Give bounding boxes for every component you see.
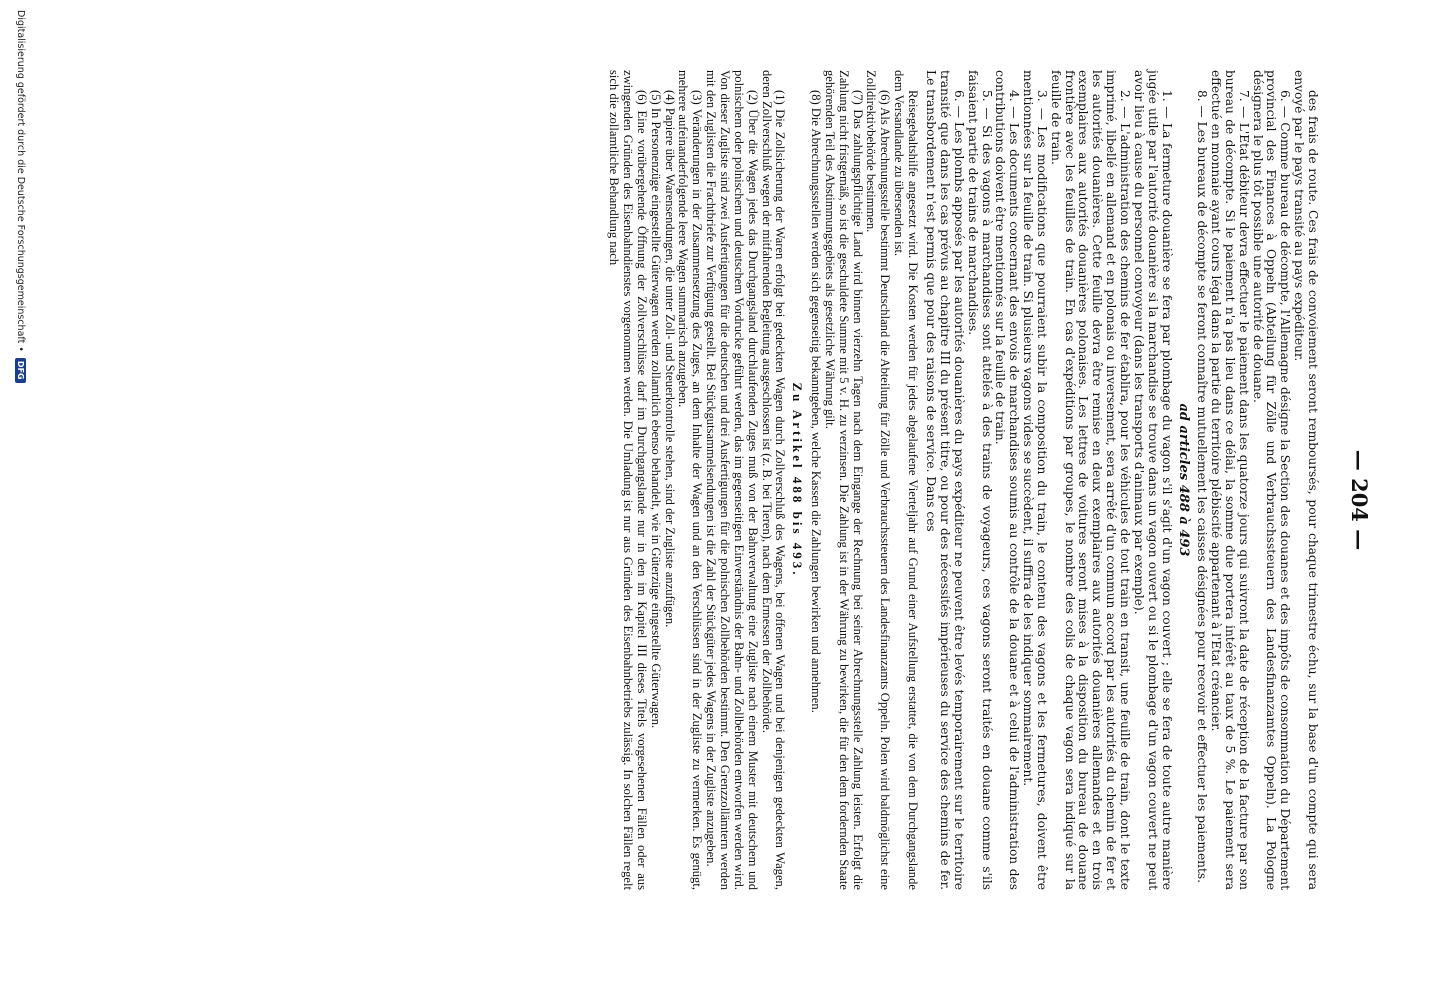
german-paragraph-9: (5) In Personenzüge eingestellte Güterwagen werden zollamtlich ebenso behandelt, wie in Güterzüge eingestellte Güterwagen. [648, 90, 663, 729]
german-paragraph-2: (6) Als Abrechnungsstelle bestimmt Deutschland die Abteilung für Zölle und Verbrauchssteuern des Landesfinanzamts Oppeln. Polen wird baldmöglichst eine Zolldirektivbehörde bestimmen. [864, 70, 893, 890]
french-paragraph-2: 6. — Comme bureau de décompte, l'Allemagne désigne la Section des douanes et des impôts de consommation du Département provincial des Finances à Oppeln (Abteilung für Zölle und Verbrauchssteuern des Landesfinanzamtes Oppeln). La Pologne désignera le plus tôt possible une autorité de douane. [1250, 70, 1293, 890]
french-paragraph-9: 5. — Si des vagons à marchandises sont attelés à des trains de voyageurs, ces vagons seront traités en douane comme s'ils faisaient partie de trains de marchandises. [965, 70, 994, 890]
german-paragraph-7: (3) Veränderungen in der Zusammensetzung des Zuges, an dem Inhalte der Wagen und an den Verschlüssen sind in der Zugliste zu vermerken. Es genügt, mehrere aufeinanderfolgende leere Wagen summarisch anzugeben. [676, 70, 705, 890]
german-paragraph-3: (7) Das zahlungspflichtige Land wird binnen vierzehn Tagen nach dem Eingange der Rechnung bei seiner Abrechnungsstelle Zahlung leisten. Erfolgt die Zahlung nicht fristgemäß, so ist die geschuldete Summe mit 5 v. H. zu verzinsen. Die Zahlung ist in der Währung zu bewirken, die für den dem fordernden Staate gehörenden Teil des Abstimmungsgebiets als gesetzliche Währung gilt. [822, 70, 865, 890]
german-paragraph-6: (2) Über die Wagen jedes das Durchgangsland durchlaufenden Zuges muß von der Bahnverwaltung eine Zugliste nach einem Muster mit deutschem und polnischem oder polnischem und deutschem Vordrucke geführt werden, das im gegenseitigen Einverständnis der Bahn- und Zollbehörden entworfen werden wird. Von dieser Zugliste sind zwei Ausfertigungen für die deutschen und drei Ausfertigungen für die polnischen Zollbehörden bestimmt. Den Grenzzollämtern werden mit den Zuglisten die Frachtbriefe zur Verfügung gestellt. Bei Stückgutsammelsendungen ist die Zahl der Stückgüter jedes Wagens in der Zugliste anzugeben. [704, 70, 760, 890]
french-section-heading: ad articles 488 à 493 [1176, 403, 1192, 557]
french-paragraph-4: 8. — Les bureaux de décompte se feront connaître mutuellement les caisses désignées pour recevoir et effectuer les paiements. [1195, 90, 1210, 884]
page-number: — 204 — [1347, 449, 1372, 551]
footer-text: Digitalisierung gefördert durch die Deutsche Forschungsgemeinschaft • [15, 10, 26, 352]
german-column [499, 70, 919, 890]
french-paragraph-6: 2. — L'administration des chemins de fer établira, pour les véhicules de tout train en transit, une feuille de train, dont le texte imprimé, libellé en allemand et en polonais ou inversement, sera arrêté d'un commun accord par les autorités du chemin de fer et les autorités douanières. Cette feuille devra être remise en deux exemplaires aux autorités douanières allemandes et en trois exemplaires aux autorités douanières polonaises. Les lettres de voitures seront mises à la disposition du bureau de douane frontière avec les feuilles de train. En cas d'expéditions par groupes, le nombre des colis de chaque vagon sera indiqué sur la feuille de train. [1048, 70, 1133, 890]
digitization-footer [15, 10, 26, 990]
french-paragraph-7: 3. — Les modifications que pourraient subir la composition du train, le contenu des vagons et les fermetures, doivent être mentionnées sur la feuille de train. Si plusieurs vagons vides se succèdent, il suffira de les indiquer sommairement. [1021, 70, 1049, 890]
french-paragraph-5: 1. — La fermeture douanière se fera par plombage du vagon s'il s'agit d'un vagon couvert ; elle se fera de toute autre manière jugée utile par l'autorité douanière si la marchandise se trouve dans un vagon ouvert ou si le plombage d'un vagon couvert ne peut avoir lieu à cause du personnel convoyeur (dans les transports d'animaux par exemple). [1131, 70, 1174, 890]
german-paragraph-10: (6) Eine vorübergehende Öffnung der Zollverschlüsse darf im Durchgangslande nur in den im Kapitel III dieses Titels vorgesehenen Fällen oder aus zwingenden Gründen des Eisenbahndienstes vorgenommen werden. Die Umladung ist nur aus Gründen des Eisenbahnbetriebs zulässig. In solchen Fällen regelt sich die zollamtliche Behandlung nach [607, 70, 649, 890]
french-paragraph-1: des frais de route. Ces frais de convoiement seront remboursés, pour chaque trimestre échu, sur la base d'un compte qui sera envoyé par le pays transité au pays expéditeur. [1292, 70, 1320, 890]
french-paragraph-10: 6. — Les plombs apposés par les autorités douanières du pays expéditeur ne peuvent être levés temporairement sur le territoire transité que dans les cas prévus au chapitre III du présent titre, ou pour des nécessités impérieuses du service des chemins de fer. Le transbordement n'est permis que pour des raisons de service. Dans ces [924, 70, 966, 890]
french-column [924, 70, 1320, 890]
german-section-heading: Zu Artikel 488 bis 493. [790, 382, 806, 578]
german-paragraph-8: (4) Papiere über Warensendungen, die unter Zoll- und Steuerkontrolle stehen, sind der Zugliste anzufügen. [662, 90, 677, 628]
dfg-logo-icon: DFG [15, 358, 26, 383]
french-paragraph-3: 7. — L'Etat débiteur devra effectuer le paiement dans les quatorze jours qui suivront la date de réception de la facture par son bureau de décompte. Si le paiement n'a pas lieu dans ce délai, la somme due portera intérêt au taux de 5 %. Le paiement sera effectué en monnaie ayant cours légal dans la partie du territoire plébiscité appartenant à l'Etat créancier. [1209, 70, 1251, 890]
german-paragraph-4: (8) Die Abrechnungsstellen werden sich gegenseitig bekanntgeben, welche Kassen die Zahlungen bewirken und annehmen. [809, 90, 824, 713]
german-paragraph-5: (1) Die Zollsicherung der Waren erfolgt bei gedeckten Wagen durch Zollverschluß des Wagens, bei offenen Wagen und bei denjenigen gedeckten Wagen, deren Zollverschluß wegen der mitfahrenden Begleitung ausgeschlossen ist (z. B. bei Tieren), nach dem Ermessen der Zollbehörde. [759, 70, 788, 890]
french-paragraph-8: 4. — Les documents concernant des envois de marchandises soumis au contrôle de la douane et à celui de l'administration des contributions doivent être mentionnés sur la feuille de train. [993, 70, 1022, 890]
german-paragraph-1: Reisegebaltshilfe angesetzt wird. Die Kosten werden für jedes abgelaufene Vierteljahr auf Grund einer Aufstellung erstattet, die von dem Durchgangslande dem Versandlande zu übersenden ist. [892, 70, 920, 890]
